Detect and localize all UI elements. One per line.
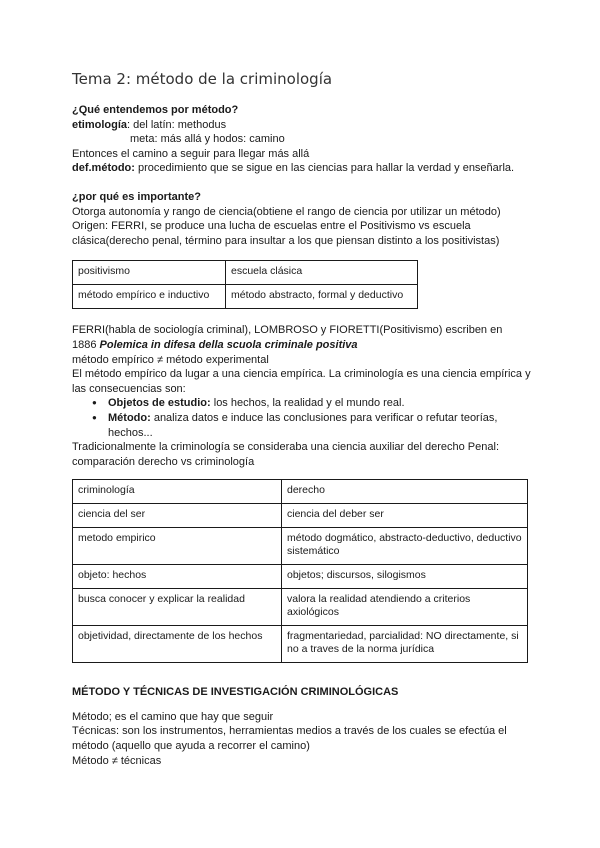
etimologia-text: : del latín: methodus — [127, 118, 227, 131]
table-cell: objeto: hechos — [73, 565, 282, 589]
entonces-line: Entonces el camino a seguir para llegar más allá — [72, 147, 310, 160]
metodo-line: Método; es el camino que hay que seguir — [72, 710, 274, 723]
tradicionalmente-line: Tradicionalmente la criminología se consideraba una ciencia auxiliar del derecho Penal: comparación derecho vs criminología — [72, 441, 500, 468]
comparacion-table — [72, 479, 528, 663]
definicion-text: procedimiento que se sigue en las ciencias para hallar la verdad y enseñarla. — [134, 162, 515, 175]
table-cell: ciencia del deber ser — [282, 504, 528, 528]
tecnicas-line: Técnicas: son los instrumentos, herramientas medios a través de los cuales se efectúa el método (aquello que ayuda a recorrer el camino) — [72, 725, 507, 753]
table-cell: escuela clásica — [226, 261, 418, 285]
polemica-line — [72, 338, 532, 353]
autonomia-line: Otorga autonomía y rango de ciencia(obtiene el rango de ciencia por utilizar un método) — [72, 205, 501, 218]
table-cell: positivismo — [73, 261, 226, 285]
empirico-neq-line: método empírico ≠ método experimental — [72, 353, 269, 366]
table-cell: objetos; discursos, silogismos — [282, 565, 528, 589]
table-row — [73, 589, 528, 626]
table-row — [73, 480, 528, 504]
table-row — [73, 528, 528, 565]
table-cell: fragmentariedad, parcialidad: NO directamente, si no a traves de la norma jurídica — [282, 626, 528, 663]
ferri-line: FERRI(habla de sociología criminal), LOMBROSO y FIORETTI(Positivismo) escriben en — [72, 324, 503, 337]
metodo-neq-line: Método ≠ técnicas — [72, 754, 162, 767]
table-cell: método abstracto, formal y deductivo — [226, 285, 418, 309]
table-cell: método dogmático, abstracto-deductivo, deductivo sistemático — [282, 528, 528, 565]
etimologia-line — [72, 118, 532, 133]
definicion-line — [72, 161, 532, 176]
bullet-text: analiza datos e induce las conclusiones para verificar o refutar teorías, hechos... — [108, 411, 498, 439]
table-cell: busca conocer y explicar la realidad — [73, 589, 282, 626]
year: 1886 — [72, 338, 100, 351]
table-row — [73, 626, 528, 663]
heading-por-que: ¿por qué es importante? — [72, 190, 201, 203]
document-content — [72, 70, 532, 768]
table-row — [73, 504, 528, 528]
escuelas-table — [72, 260, 418, 309]
origen-line: Origen: FERRI, se produce una lucha de escuelas entre el Positivismo vs escuela clásica(derecho penal, término para insultar a los que piensan distinto a los positivistas) — [72, 220, 500, 247]
table-cell: derecho — [282, 480, 528, 504]
table-cell: criminología — [73, 480, 282, 504]
page-title: Tema 2: método de la criminología — [72, 70, 333, 88]
table-row — [73, 565, 528, 589]
etimologia-label: etimología — [72, 118, 128, 131]
heading-que-entendemos: ¿Qué entendemos por método? — [72, 104, 239, 116]
definicion-label: def.método: — [72, 162, 135, 175]
list-item — [108, 396, 532, 411]
bullet-text: los hechos, la realidad y el mundo real. — [210, 397, 405, 410]
table-cell: método empírico e inductivo — [73, 285, 226, 309]
table-row — [73, 285, 418, 309]
table-row — [73, 261, 418, 285]
bullet-label: Objetos de estudio: — [108, 397, 211, 410]
table-cell: objetividad, directamente de los hechos — [73, 626, 282, 663]
bullet-label: Método: — [108, 411, 151, 424]
empirico-line: El método empírico da lugar a una ciencia empírica. La criminología es una ciencia empírica y las consecuencias son: — [72, 368, 531, 395]
list-item — [108, 411, 532, 440]
table-cell: valora la realidad atendiendo a criterios axiológicos — [282, 589, 528, 626]
meta-line: meta: más allá y hodos: camino — [130, 133, 285, 146]
book-title: Polemica in difesa della scuola criminale positiva — [99, 338, 358, 351]
heading-metodo-tecnicas: MÉTODO Y TÉCNICAS DE INVESTIGACIÓN CRIMINOLÓGICAS — [72, 686, 399, 699]
table-cell: ciencia del ser — [73, 504, 282, 528]
consecuencias-list — [72, 396, 532, 440]
table-cell: metodo empirico — [73, 528, 282, 565]
